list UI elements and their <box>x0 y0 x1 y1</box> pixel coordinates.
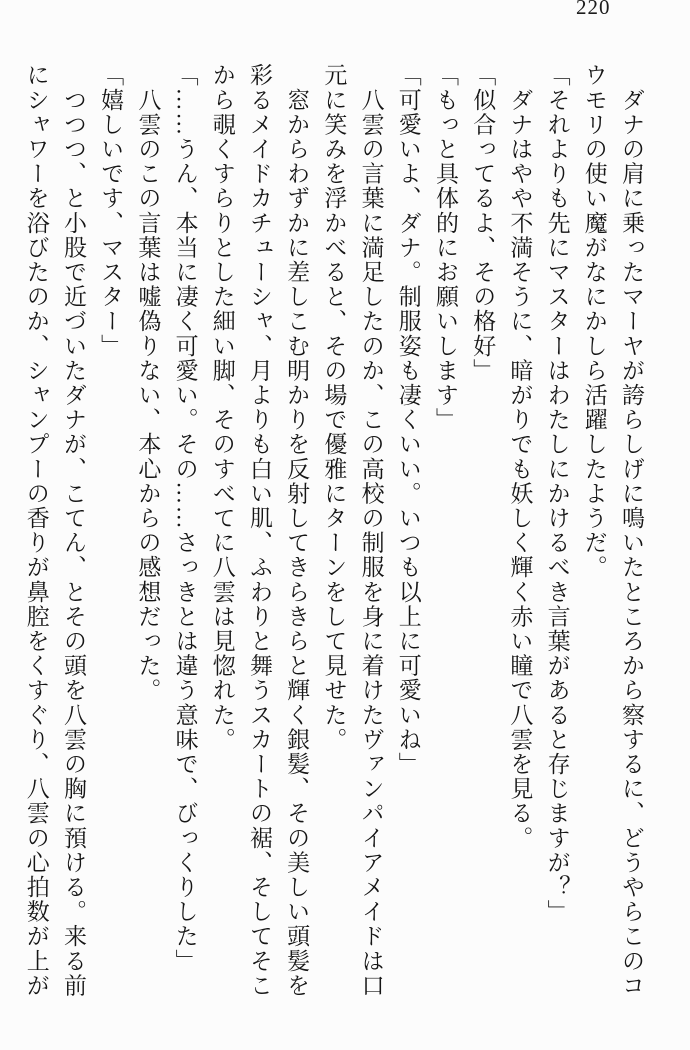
paragraph: 八雲の言葉に満足したのか、この高校の制服を身に着けたヴァンパイアメイドは口元に笑みを浮かべると、その場で優雅にターンをして見せた。 <box>321 63 384 998</box>
paragraph: 八雲のこの言葉は嘘偽りない、本心からの感想だった。 <box>135 63 161 703</box>
paragraph: 「……うん、本当に凄く可愛い。その……さっきとは違う意味で、びっくりした」 <box>172 63 198 974</box>
paragraph: 「もっと具体的にお願いします」 <box>432 63 458 432</box>
paragraph: 「嬉しいです、マスター」 <box>98 63 124 359</box>
paragraph: ダナはやや不満そうに、暗がりでも妖しく輝く赤い瞳で八雲を見る。 <box>507 63 533 851</box>
paragraph: ダナの肩に乗ったマーヤが誇らしげに鳴いたところから察するに、どうやらこのコウモリの使い魔がなにかしら活躍したようだ。 <box>581 63 644 998</box>
paragraph: つつつ、と小股で近づいたダナが、こてん、とその頭を八雲の胸に預ける。来る前にシャワーを浴びたのか、シャンプーの香りが鼻腔をくすぐり、八雲の心拍数が上が <box>23 63 86 998</box>
paragraph: 「似合ってるよ、その格好」 <box>470 63 496 383</box>
paragraph: 「可愛いよ、ダナ。制服姿も凄くいい。いつも以上に可愛いね」 <box>395 63 421 777</box>
paragraph: 窓からわずかに差しこむ明かりを反射してきらきらと輝く銀髪、その美しい頭髪を彩るメイドカチューシャ、月よりも白い肌、ふわりと舞うスカートの裾、そしてそこから覗くすらりとした細い脚、そのすべてに八雲は見惚れた。 <box>209 63 310 998</box>
page-text-vertical <box>16 63 650 1001</box>
paragraph: 「それよりも先にマスターはわたしにかけるべき言葉があると存じますが？」 <box>544 63 570 924</box>
page-number: 220 <box>576 0 611 19</box>
